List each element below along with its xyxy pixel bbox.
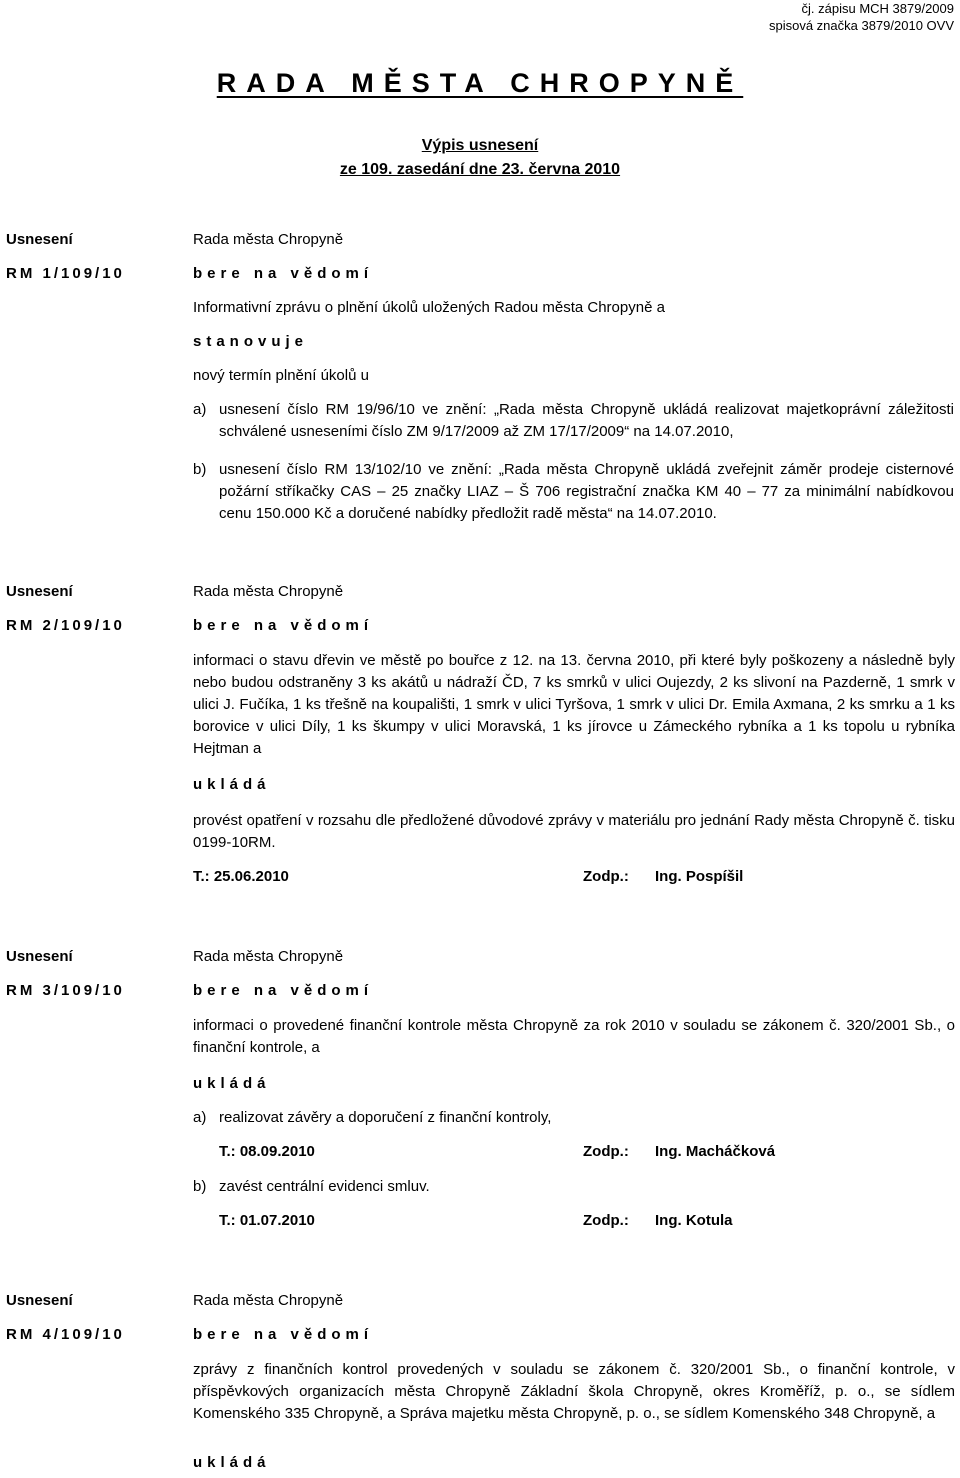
verb-takes-note: bere na vědomí xyxy=(193,1326,374,1343)
resolution-label: Usnesení xyxy=(6,231,73,248)
responsible-person: Ing. Macháčková xyxy=(655,1143,776,1160)
verb-orders: ukládá xyxy=(193,1454,271,1471)
resolution-text: provést opatření v rozsahu dle předložené důvodové zprávy v materiálu pro jednání Rady města Chropyně č. tisku 0199-10RM. xyxy=(193,812,955,851)
resolution-text: Informativní zprávu o plnění úkolů uložených Radou města Chropyně a xyxy=(193,299,665,316)
verb-orders: ukládá xyxy=(193,1075,271,1092)
resolution-label: Usnesení xyxy=(6,948,73,965)
reference-number: čj. zápisu MCH 3879/2009 xyxy=(801,1,954,16)
resolution-number: RM 3/109/10 xyxy=(6,982,125,999)
item-text: realizovat závěry a doporučení z finanční kontroly, xyxy=(219,1109,552,1126)
item-marker: a) xyxy=(193,401,207,418)
item-marker: a) xyxy=(193,1109,207,1126)
verb-takes-note: bere na vědomí xyxy=(193,265,374,282)
deadline: T.: 08.09.2010 xyxy=(219,1143,315,1160)
resolution-body: Rada města Chropyně xyxy=(193,1292,344,1309)
resolution-body: Rada města Chropyně xyxy=(193,231,344,248)
subtitle-line-2: ze 109. zasedání dne 23. června 2010 xyxy=(339,161,621,178)
deadline: T.: 01.07.2010 xyxy=(219,1212,315,1229)
resolution-number: RM 1/109/10 xyxy=(6,265,125,282)
page-title: RADA MĚSTA CHROPYNĚ xyxy=(216,68,744,98)
verb-sets: stanovuje xyxy=(193,333,309,350)
resolution-number: RM 2/109/10 xyxy=(6,617,125,634)
resolution-body: Rada města Chropyně xyxy=(193,583,344,600)
page-subtitle xyxy=(0,134,960,182)
item-text: usnesení číslo RM 13/102/10 ve znění: „Rada města Chropyně ukládá zveřejnit záměr prodeje cisternové požární stříkačky CAS – 25 značky LIAZ – Š 706 registrační značka KM 40 – 77 za minimální nabídkovou cenu 150.000 Kč a doručené nabídky předložit radě města“ na 14.07.2010. xyxy=(219,461,954,522)
resolution-text: zprávy z finančních kontrol provedených v souladu se zákonem č. 320/2001 Sb., o finanční kontrole, v příspěvkových organizacích města Chropyně Základní škola Chropyně, okres Kroměříž, p. o., se sídlem Komenského 335 Chropyně, a Správa majetku města Chropyně, p. o., se sídlem Komenského 348 Chropyně, a xyxy=(193,1361,955,1422)
resolution-label: Usnesení xyxy=(6,1292,73,1309)
responsible-label: Zodp.: xyxy=(583,1143,629,1160)
verb-takes-note: bere na vědomí xyxy=(193,617,374,634)
item-text: usnesení číslo RM 19/96/10 ve znění: „Rada města Chropyně ukládá realizovat majetkoprávní záležitosti schválené usneseními číslo ZM 9/17/2009 až ZM 17/17/2009“ na 14.07.2010, xyxy=(219,401,954,440)
file-mark: spisová značka 3879/2010 OVV xyxy=(768,18,954,33)
responsible-label: Zodp.: xyxy=(583,868,629,885)
resolution-text: informaci o provedené finanční kontrole města Chropyně za rok 2010 v souladu se zákonem č. 320/2001 Sb., o finanční kontrole, a xyxy=(193,1017,955,1056)
verb-orders: ukládá xyxy=(193,776,271,793)
responsible-label: Zodp.: xyxy=(583,1212,629,1229)
resolution-number: RM 4/109/10 xyxy=(6,1326,125,1343)
item-text: zavést centrální evidenci smluv. xyxy=(219,1178,430,1195)
subtitle-line-1: Výpis usnesení xyxy=(421,137,539,154)
resolution-body: Rada města Chropyně xyxy=(193,948,344,965)
resolution-label: Usnesení xyxy=(6,583,73,600)
item-marker: b) xyxy=(193,1178,207,1195)
resolution-text: informaci o stavu dřevin ve městě po bouřce z 12. na 13. června 2010, při které byly poškozeny a následně byly nebo budou odstraněny 3 ks akátů u nádraží ČD, 7 ks smrků v ulici Oujezdy, 2 ks slivoní na Pazderně, 1 smrk v ulici J. Fučíka, 1 ks třešně na koupališti, 1 smrk v ulici Tyršova, 1 smrk v ulici Dr. Emila Axmana, 2 ks smrku a 1 ks borovice v ulici Díly, 1 ks škumpy v ulici Moravská, 1 ks jírovce u Zámeckého rybníka a 1 ks topolu u rybníka Hejtman a xyxy=(193,652,955,757)
resolution-text: nový termín plnění úkolů u xyxy=(193,367,369,384)
responsible-person: Ing. Pospíšil xyxy=(655,868,744,885)
document-reference xyxy=(769,0,954,34)
deadline: T.: 25.06.2010 xyxy=(193,868,289,885)
verb-takes-note: bere na vědomí xyxy=(193,982,374,999)
responsible-person: Ing. Kotula xyxy=(655,1212,733,1229)
item-marker: b) xyxy=(193,461,207,478)
